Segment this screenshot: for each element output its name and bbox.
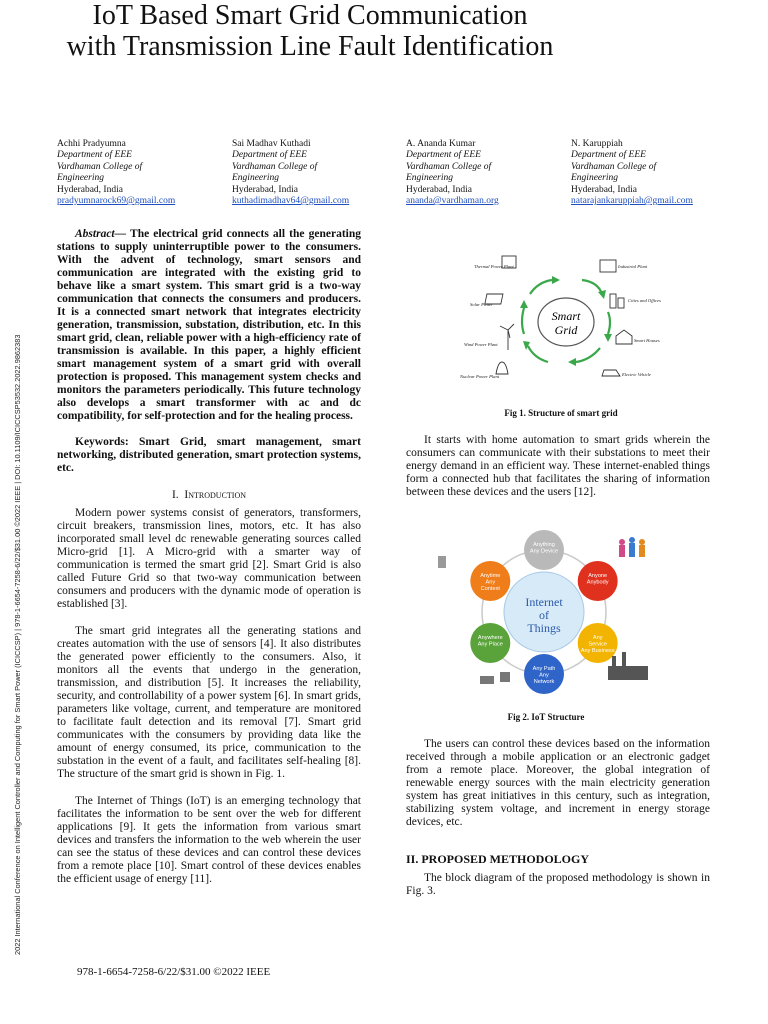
author-name: Sai Madhav Kuthadi — [232, 139, 311, 149]
section-number: I. — [171, 489, 179, 501]
iot-diagram — [424, 528, 668, 696]
city-buildings-icon — [610, 294, 616, 308]
nuclear-plant-icon — [496, 362, 508, 374]
paragraph-intro-3: The Internet of Things (IoT) is an emerging technology that facilitates the information to be sent over the web for different applications [9]. It gets the information from various smart devices and transfers the information to the web wherein the user can see the status of these devices and can control these devices from a remote place [10]. Smart control of these devices enables the efficient usage of energy [11]. — [57, 795, 361, 885]
author-college-cont: Engineering — [571, 173, 618, 184]
title-line-2: with Transmission Line Fault Identification — [66, 31, 554, 62]
page-footer: 978-1-6654-7258-6/22/$31.00 ©2022 IEEE — [77, 966, 271, 978]
paragraph-home-automation: It starts with home automation to smart grids wherein the consumers can communicate with their substations to meet their energy demand in an efficient way. These internet-enabled things form a connected hub that facilitates the sharing of information between these devices and the users [12]. — [406, 434, 710, 498]
author-email-link[interactable]: natarajankaruppiah@gmail.com — [571, 196, 693, 207]
iot-node-label: Anyone — [588, 573, 608, 579]
author-college-cont: Engineering — [406, 173, 453, 184]
author-college-cont: Engineering — [232, 173, 279, 184]
fig1-label-industrial: Industrial Plant — [618, 264, 648, 269]
fig1-label-solar: Solar Power — [470, 302, 494, 307]
smart-grid-center-line-1: Smart — [551, 309, 581, 323]
author-city: Hyderabad, India — [232, 184, 298, 195]
iot-node-label: Anywhere — [477, 635, 503, 641]
figure-smart-grid — [452, 242, 670, 392]
paper-title — [0, 0, 620, 62]
keywords: Keywords: Smart Grid, smart management, smart networking, distributed generation, smart protection systems, etc. — [57, 436, 361, 474]
author-email-link[interactable]: pradyumnarock69@gmail.com — [57, 196, 176, 207]
iot-node-label: Any Business — [580, 648, 615, 654]
iot-node-label: Any Place — [477, 641, 503, 648]
smart-grid-center-line-2: Grid — [554, 323, 578, 337]
author-department: Department of EEE — [57, 150, 132, 161]
iot-node-label: Network — [533, 679, 555, 685]
conference-sidebar-text: 2022 International Conference on Intelligent Controller and Computing for Smart Power (ICICCSP) | 978-1-6654-7258-6/22/$31.00 ©2022 IEEE | DOI: 10.1109/ICICCSP53532.2022.9862383 — [13, 334, 22, 955]
author-city: Hyderabad, India — [57, 184, 123, 195]
iot-node — [578, 561, 618, 601]
iot-node — [524, 654, 564, 694]
author-name: Achhi Pradyumna — [57, 139, 126, 149]
iot-center-line-3: Things — [527, 621, 561, 635]
left-column — [57, 228, 361, 886]
iot-node-label: Anything — [533, 542, 555, 548]
iot-node-label: Anytime — [480, 573, 501, 579]
author-department: Department of EEE — [571, 150, 646, 161]
author-name: N. Karuppiah — [571, 139, 623, 149]
iot-node — [470, 561, 510, 601]
paragraph-intro-1: Modern power systems consist of generators, transformers, circuit breakers, transmission lines, motors, etc. It has also incorporated small level dc renewable generating sources called Micro-grid [1]. A Micro-grid with a smarter way of communication is termed the smart grid [2]. Smart Grid is also called Future Grid so that two-way communication between consumers and producers with the dynamic mode of operation is established [3]. — [57, 507, 361, 610]
author-department: Department of EEE — [406, 150, 481, 161]
abstract-lead: Abstract— — [75, 228, 127, 240]
fig1-label-wind: Wind Power Plant — [464, 342, 498, 347]
iot-node-label: Any — [485, 579, 496, 586]
author-city: Hyderabad, India — [406, 184, 472, 195]
iot-node-label: Service — [588, 641, 608, 648]
author-email-link[interactable]: kuthadimadhav64@gmail.com — [232, 196, 350, 207]
abstract-text: The electrical grid connects all the generating stations to supply uninterruptible power to the consumers. With the advent of technology, smart sensors and communication are integrated with the existing grid to behave like a smart system. This smart grid is a two-way communication that connects the consumers and producers. It is a connected smart network that integrates electricity generation, transmission, substation, distribution, etc. In this smart grid, clean, reliable power with a high-efficiency rate of transmission is available. In this paper, a highly efficient smart management system of a smart grid with overall protection is proposed. This management system checks and monitors the parameters periodically. This future technology also develops a smart transformer with ac and dc compatibility, for self-protection and for the healing process. — [57, 228, 361, 422]
fig1-label-vehicle: Electric Vehicle — [622, 372, 651, 377]
author-college: Vardhaman College of — [57, 161, 143, 172]
factory-icon — [608, 652, 648, 680]
figure-iot — [424, 528, 668, 696]
iot-node-label: Any — [592, 635, 603, 641]
section-heading-introduction — [57, 489, 361, 502]
figure-1-caption: Fig 1. Structure of smart grid — [504, 408, 618, 418]
paragraph-block-diagram: The block diagram of the proposed methodology is shown in Fig. 3. — [406, 872, 710, 897]
figure-2-caption: Fig 2. IoT Structure — [507, 712, 585, 722]
fig1-label-thermal: Thermal Power Plant — [474, 264, 514, 269]
smart-house-icon — [616, 330, 632, 344]
author-college: Vardhaman College of — [571, 161, 657, 172]
paragraph-intro-2: The smart grid integrates all the generating stations and creates automation with the use of sensors [4]. It also distributes the generated power efficiently to the consumers. Also, it monitors all the events that undergo in the generation, transmission, and distribution [5]. It increases the reliability, security, and controllability of a power system [6]. In smart grids, parameters like voltage, current, and temperature are monitored to facilitate fault detection and its removal [7]. Smart grid communicates with the consumers by providing data like the amount of energy consumed, its price, communication to the substation in the event of a fault, and facilitates self-healing [8]. The structure of the smart grid is shown in Fig. 1. — [57, 625, 361, 780]
section-heading-proposed-methodology: II. PROPOSED METHODOLOGY — [406, 852, 590, 866]
network-devices-icon — [480, 672, 510, 684]
right-column-lower — [406, 738, 710, 898]
iot-node-label: Any — [539, 672, 549, 679]
iot-node-label: Any Device — [529, 548, 559, 555]
author-block-2 — [232, 139, 402, 207]
author-name: A. Ananda Kumar — [406, 139, 476, 149]
author-college: Vardhaman College of — [406, 161, 492, 172]
author-block-4 — [571, 139, 741, 207]
industrial-plant-icon — [600, 260, 616, 272]
paragraph-user-control: The users can control these devices based on the information received through a mobile application or an electronic gadget from a remote place. Moreover, the global integration of renewable energy sources with the main electricity generation system has great initiatives in this century, such as integration, stabilizing system voltage, and increment in energy storage devices, etc. — [406, 738, 710, 828]
electric-vehicle-icon — [602, 370, 620, 376]
author-block-1 — [57, 139, 227, 207]
fig1-label-houses: Smart Houses — [634, 338, 660, 343]
iot-center-line-1: Internet — [525, 595, 563, 609]
author-college-cont: Engineering — [57, 173, 104, 184]
author-department: Department of EEE — [232, 150, 307, 161]
title-line-1: IoT Based Smart Grid Communication — [92, 0, 528, 31]
iot-node — [470, 623, 510, 663]
paragraph-right-1 — [406, 434, 710, 499]
abstract — [57, 228, 361, 423]
section-title: Introduction — [184, 489, 247, 501]
author-college: Vardhaman College of — [232, 161, 318, 172]
smart-grid-diagram — [452, 242, 670, 392]
iot-center-line-2: of — [539, 608, 549, 622]
iot-node — [578, 623, 618, 663]
iot-node-label: Context — [480, 586, 500, 592]
author-email-link[interactable]: ananda@vardhaman.org — [406, 196, 499, 207]
iot-node-label: Any Path — [532, 666, 556, 672]
author-city: Hyderabad, India — [571, 184, 637, 195]
iot-node-label: Anybody — [586, 579, 609, 586]
devices-icon — [438, 556, 446, 568]
fig1-label-nuclear: Nuclear Power Plant — [460, 374, 500, 379]
people-icon — [619, 537, 645, 557]
author-block-3 — [406, 139, 576, 207]
fig1-label-cities: Cities and Offices — [628, 298, 661, 303]
iot-node — [524, 530, 564, 570]
